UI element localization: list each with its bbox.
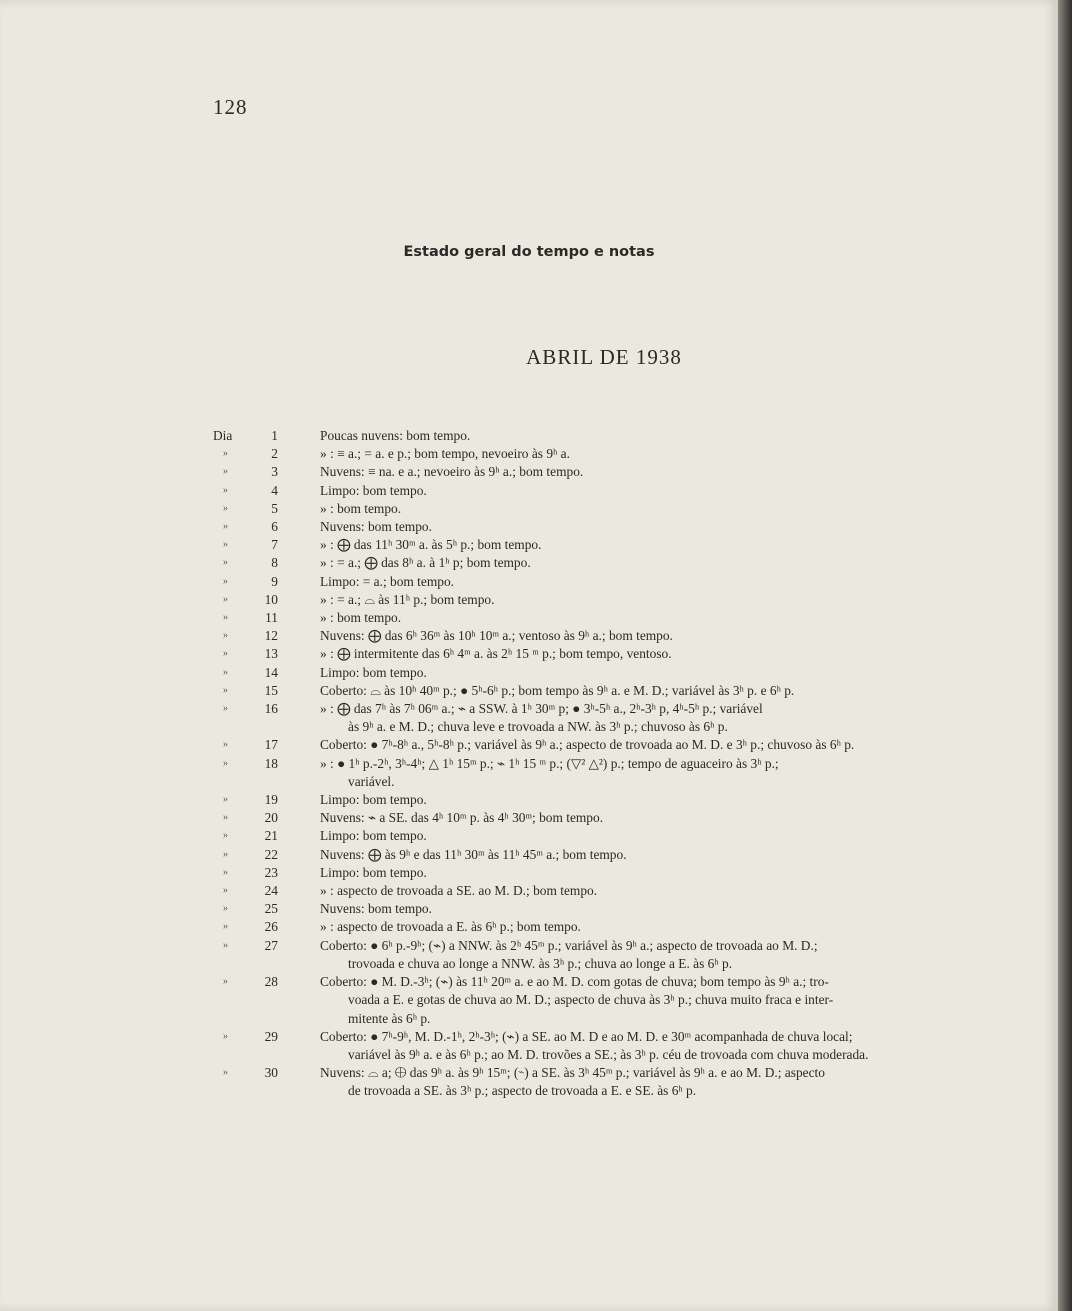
description-line: Limpo: bom tempo. <box>320 792 427 808</box>
ditto-mark: » <box>223 866 228 878</box>
description-line: » : ● 1ʰ p.-2ʰ, 3ʰ-4ʰ; △ 1ʰ 15ᵐ p.; ⌁ 1ʰ 15 ᵐ p.; (▽² △²) p.; tempo de aguaceiro às 3ʰ p.; <box>320 755 779 771</box>
day-number: 21 <box>264 828 278 844</box>
description-line: » : ⨁ das 11ʰ 30ᵐ a. às 5ʰ p.; bom tempo. <box>320 537 542 553</box>
description-line: » : bom tempo. <box>320 610 402 626</box>
day-entry <box>213 609 1013 627</box>
description-line: » : ⨁ intermitente das 6ʰ 4ᵐ a. às 2ʰ 15 ᵐ p.; bom tempo, ventoso. <box>320 646 672 662</box>
ditto-mark: » <box>223 1067 228 1079</box>
ditto-mark: » <box>223 593 228 605</box>
day-entry <box>213 809 1013 827</box>
day-description <box>320 518 1013 536</box>
day-description <box>320 482 1013 500</box>
ditto-mark: » <box>223 630 228 642</box>
day-description <box>320 1064 1013 1100</box>
description-line: » : = a.; ⌓ às 11ʰ p.; bom tempo. <box>320 591 495 607</box>
ditto-mark: » <box>223 939 228 951</box>
day-number: 13 <box>264 646 278 662</box>
description-line: Coberto: ⌓ às 10ʰ 40ᵐ p.; ● 5ʰ-6ʰ p.; bom tempo às 9ʰ a. e M. D.; variável às 3ʰ p. e 6ʰ p. <box>320 682 795 698</box>
day-number: 4 <box>271 482 278 498</box>
ditto-mark: » <box>223 812 228 824</box>
description-line: Nuvens: ⨁ às 9ʰ e das 11ʰ 30ᵐ às 11ʰ 45ᵐ a.; bom tempo. <box>320 846 627 862</box>
description-line: Nuvens: bom tempo. <box>320 519 432 535</box>
day-entry <box>213 645 1013 663</box>
description-continuation-line: variável às 9ʰ a. e às 6ʰ p.; ao M. D. trovões a SE.; às 3ʰ p. céu de trovoada com chuva moderada. <box>348 1046 869 1062</box>
day-description <box>320 536 1013 554</box>
day-entry <box>213 482 1013 500</box>
description-line: Poucas nuvens: bom tempo. <box>320 428 471 443</box>
description-line: Nuvens: ⌓ a; ⨁ das 9ʰ a. às 9ʰ 15ᵐ; (⌁) a SE. às 3ʰ 45ᵐ p.; variável às 9ʰ a. e ao M. D.; aspecto <box>320 1065 825 1081</box>
description-continuation-line: às 9ʰ a. e M. D.; chuva leve e trovoada a NW. às 3ʰ p.; chuvoso às 6ʰ p. <box>348 719 728 735</box>
day-description <box>320 882 1013 900</box>
day-entry <box>213 973 1013 1028</box>
day-description <box>320 1028 1013 1064</box>
day-entry <box>213 664 1013 682</box>
day-description <box>320 900 1013 918</box>
day-entry <box>213 937 1013 973</box>
page-number: 128 <box>213 95 248 119</box>
day-number: 7 <box>271 537 278 553</box>
day-entry <box>213 1028 1013 1064</box>
day-entry <box>213 918 1013 936</box>
day-entry <box>213 627 1013 645</box>
ditto-mark: » <box>223 794 228 806</box>
day-description <box>320 937 1013 973</box>
ditto-mark: » <box>223 648 228 660</box>
ditto-mark: » <box>223 903 228 915</box>
ditto-mark: » <box>223 684 228 696</box>
day-description <box>320 591 1013 609</box>
day-number: 24 <box>264 883 278 899</box>
ditto-mark: » <box>223 557 228 569</box>
description-line: Limpo: bom tempo. <box>320 828 427 844</box>
day-description <box>320 500 1013 518</box>
day-number: 11 <box>265 610 278 626</box>
description-line: » : aspecto de trovoada a SE. ao M. D.; bom tempo. <box>320 883 598 899</box>
day-description <box>320 755 1013 791</box>
day-number: 5 <box>271 500 278 516</box>
description-line: Nuvens: ⌁ a SE. das 4ʰ 10ᵐ p. às 4ʰ 30ᵐ; bom tempo. <box>320 810 604 826</box>
day-description <box>320 864 1013 882</box>
day-entry <box>213 755 1013 791</box>
day-entry <box>213 427 1013 445</box>
day-entry <box>213 700 1013 736</box>
day-number: 3 <box>271 464 278 480</box>
day-number: 10 <box>264 591 278 607</box>
section-title: Estado geral do tempo e notas <box>403 244 655 260</box>
day-number: 1 <box>271 428 278 443</box>
description-continuation-line: mitente às 6ʰ p. <box>348 1010 431 1026</box>
day-entry <box>213 463 1013 481</box>
day-entry <box>213 846 1013 864</box>
day-description <box>320 791 1013 809</box>
day-entry <box>213 827 1013 845</box>
day-entry <box>213 900 1013 918</box>
day-number: 20 <box>264 810 278 826</box>
day-entry <box>213 518 1013 536</box>
description-line: Nuvens: ⨁ das 6ʰ 36ᵐ às 10ʰ 10ᵐ a.; ventoso às 9ʰ a.; bom tempo. <box>320 628 673 644</box>
ditto-mark: » <box>223 539 228 551</box>
day-description <box>320 700 1013 736</box>
description-line: Coberto: ● M. D.-3ʰ; (⌁) às 11ʰ 20ᵐ a. e ao M. D. com gotas de chuva; bom tempo às 9ʰ a.; tro- <box>320 974 829 990</box>
description-continuation-line: voada a E. e gotas de chuva ao M. D.; aspecto de chuva às 3ʰ p.; chuva muito fraca e inter- <box>348 992 834 1008</box>
ditto-mark: » <box>223 502 228 514</box>
ditto-mark: » <box>223 448 228 460</box>
description-line: » : aspecto de trovoada a E. às 6ʰ p.; bom tempo. <box>320 919 581 935</box>
description-line: Limpo: bom tempo. <box>320 664 427 680</box>
ditto-mark: » <box>223 666 228 678</box>
day-entry <box>213 1064 1013 1100</box>
day-description <box>320 427 1013 445</box>
day-number: 12 <box>264 628 278 644</box>
day-description <box>320 664 1013 682</box>
description-line: Limpo: = a.; bom tempo. <box>320 573 455 589</box>
day-entry <box>213 864 1013 882</box>
description-continuation-line: variável. <box>348 773 395 789</box>
day-description <box>320 846 1013 864</box>
day-description <box>320 573 1013 591</box>
day-description <box>320 463 1013 481</box>
day-entry <box>213 591 1013 609</box>
day-description <box>320 827 1013 845</box>
day-number: 14 <box>264 664 278 680</box>
description-line: » : ≡ a.; = a. e p.; bom tempo, nevoeiro às 9ʰ a. <box>320 446 570 462</box>
page-edge <box>1058 0 1072 1311</box>
ditto-mark: » <box>223 703 228 715</box>
day-number: 28 <box>264 974 278 990</box>
day-description <box>320 645 1013 663</box>
day-number: 15 <box>264 682 278 698</box>
ditto-mark: » <box>223 830 228 842</box>
day-entry <box>213 682 1013 700</box>
day-description <box>320 554 1013 572</box>
weather-entries-list <box>213 427 1013 1101</box>
day-number: 17 <box>264 737 278 753</box>
day-description <box>320 736 1013 754</box>
day-entry <box>213 554 1013 572</box>
day-number: 29 <box>264 1028 278 1044</box>
day-number: 30 <box>264 1065 278 1081</box>
column-header-dia: Dia <box>213 428 233 443</box>
ditto-mark: » <box>223 612 228 624</box>
ditto-mark: » <box>223 885 228 897</box>
ditto-mark: » <box>223 466 228 478</box>
day-description <box>320 682 1013 700</box>
day-entry <box>213 882 1013 900</box>
day-entry <box>213 500 1013 518</box>
day-number: 22 <box>264 846 278 862</box>
day-description <box>320 627 1013 645</box>
ditto-mark: » <box>223 921 228 933</box>
description-line: Nuvens: ≡ na. e a.; nevoeiro às 9ʰ a.; bom tempo. <box>320 464 584 480</box>
day-number: 19 <box>264 792 278 808</box>
day-number: 23 <box>264 864 278 880</box>
description-continuation-line: trovoada e chuva ao longe a NNW. às 3ʰ p.; chuva ao longe a E. às 6ʰ p. <box>348 955 733 971</box>
day-number: 8 <box>271 555 278 571</box>
day-description <box>320 445 1013 463</box>
day-number: 6 <box>271 519 278 535</box>
day-number: 16 <box>264 701 278 717</box>
day-entry <box>213 445 1013 463</box>
ditto-mark: » <box>223 1030 228 1042</box>
description-line: Coberto: ● 7ʰ-8ʰ a., 5ʰ-8ʰ p.; variável às 9ʰ a.; aspecto de trovoada ao M. D. e 3ʰ p.; chuvoso às 6ʰ p. <box>320 737 855 753</box>
day-entry <box>213 791 1013 809</box>
day-number: 25 <box>264 901 278 917</box>
description-continuation-line: de trovoada a SE. às 3ʰ p.; aspecto de trovoada a E. e SE. às 6ʰ p. <box>348 1083 697 1099</box>
day-entry <box>213 736 1013 754</box>
day-number: 2 <box>271 446 278 462</box>
day-description <box>320 918 1013 936</box>
description-line: Coberto: ● 6ʰ p.-9ʰ; (⌁) a NNW. às 2ʰ 45ᵐ p.; variável às 9ʰ a.; aspecto de trovoada ao M. D.; <box>320 937 818 953</box>
description-line: Coberto: ● 7ʰ-9ʰ, M. D.-1ʰ, 2ʰ-3ʰ; (⌁) a SE. ao M. D e ao M. D. e 30ᵐ acompanhada de chuva local; <box>320 1028 853 1044</box>
ditto-mark: » <box>223 757 228 769</box>
ditto-mark: » <box>223 739 228 751</box>
day-entry <box>213 536 1013 554</box>
description-line: » : bom tempo. <box>320 500 402 516</box>
description-line: Limpo: bom tempo. <box>320 482 427 498</box>
ditto-mark: » <box>223 575 228 587</box>
day-number: 27 <box>264 937 278 953</box>
day-entry <box>213 573 1013 591</box>
description-line: » : ⨁ das 7ʰ às 7ʰ 06ᵐ a.; ⌁ a SSW. à 1ʰ 30ᵐ p; ● 3ʰ-5ʰ a., 2ʰ-3ʰ p, 4ʰ-5ʰ p.; variável <box>320 701 763 717</box>
ditto-mark: » <box>223 521 228 533</box>
description-line: Limpo: bom tempo. <box>320 864 427 880</box>
day-description <box>320 609 1013 627</box>
month-title: ABRIL DE 1938 <box>526 345 682 369</box>
day-description <box>320 809 1013 827</box>
day-number: 26 <box>264 919 278 935</box>
day-description <box>320 973 1013 1028</box>
ditto-mark: » <box>223 848 228 860</box>
ditto-mark: » <box>223 976 228 988</box>
description-line: Nuvens: bom tempo. <box>320 901 432 917</box>
ditto-mark: » <box>223 484 228 496</box>
day-number: 18 <box>264 755 278 771</box>
day-number: 9 <box>271 573 278 589</box>
description-line: » : = a.; ⨁ das 8ʰ a. à 1ʰ p; bom tempo. <box>320 555 531 571</box>
